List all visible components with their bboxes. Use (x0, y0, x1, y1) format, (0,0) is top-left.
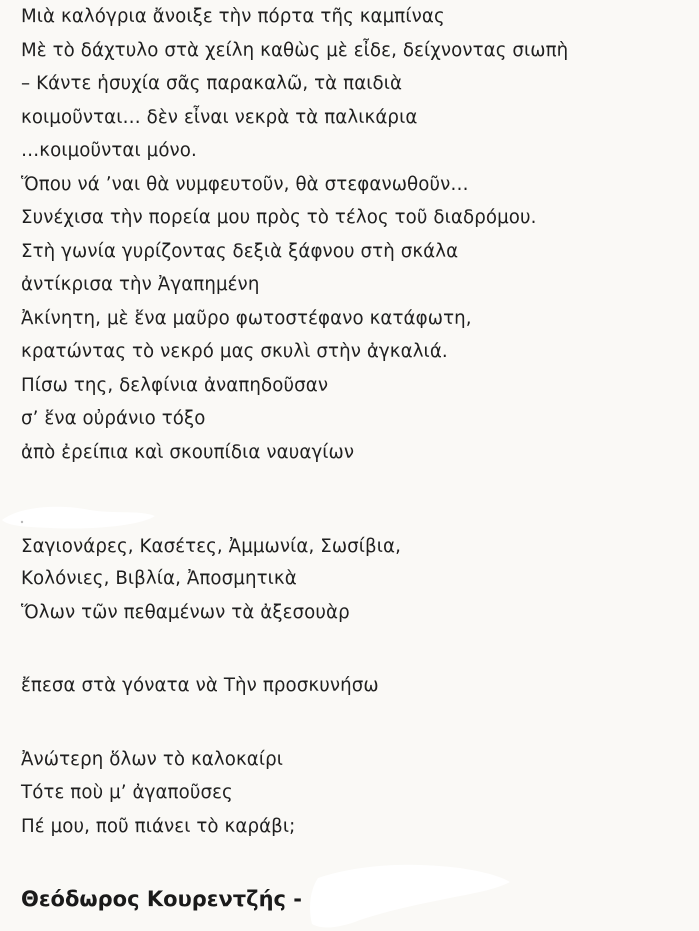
poem-line: Ἀκίνητη, μὲ ἕνα μαῦρο φωτοστέφανο κατάφωτη, (21, 308, 472, 329)
poem-line: Σαγιονάρες, Κασέτες, Ἀμμωνία, Σωσίβια, (21, 536, 401, 557)
poem-line: Στὴ γωνία γυρίζοντας δεξιὰ ξάφνου στὴ σκάλα (21, 241, 459, 262)
poem-line: – Κάντε ἡσυχία σᾶς παρακαλῶ, τὰ παιδιὰ (21, 73, 403, 94)
poem-line: Μὲ τὸ δάχτυλο στὰ χείλη καθὼς μὲ εἶδε, δείχνοντας σιωπὴ (21, 40, 569, 61)
poem-line: ἀντίκρισα τὴν Ἀγαπημένη (21, 274, 260, 295)
poem-line: Ὅπου νά ʼναι θὰ νυμφευτοῦν, θὰ στεφανωθοῦν… (21, 174, 469, 195)
poem-line: …κοιμοῦνται μόνο. (21, 140, 197, 161)
poem-line: Ὅλων τῶν πεθαμένων τὰ ἀξεσουὰρ (21, 602, 350, 623)
redaction-smudge (300, 858, 520, 931)
poem-line: Κολόνιες, Βιβλία, Ἀποσμητικὰ (21, 568, 297, 589)
poem-line: κρατώντας τὸ νεκρό μας σκυλὶ στὴν ἀγκαλιά. (21, 341, 448, 362)
poem-line: σ’ ἕνα οὐράνιο τόξο (21, 408, 206, 429)
poem-line: κοιμοῦνται… δὲν εἶναι νεκρὰ τὰ παλικάρια (21, 107, 418, 128)
poem-line: Ἀνώτερη ὅλων τὸ καλοκαίρι (21, 749, 284, 770)
redaction-smudge (0, 496, 160, 536)
author-signature: Θεόδωρος Κουρεντζής - (21, 887, 303, 911)
poem-line: ἔπεσα στὰ γόνατα νὰ Τὴν προσκυνήσω (21, 675, 379, 696)
poem-line: Πέ μου, ποῦ πιάνει τὸ καράβι; (21, 816, 296, 837)
poem-line: ἀπὸ ἐρείπια καὶ σκουπίδια ναυαγίων (21, 442, 355, 463)
poem-line: Συνέχισα τὴν πορεία μου πρὸς τὸ τέλος τοῦ διαδρόμου. (21, 207, 537, 228)
poem-line: Πίσω της, δελφίνια ἀναπηδοῦσαν (21, 375, 329, 396)
poem-line: Τότε ποὺ μ’ ἀγαποῦσες (21, 782, 233, 803)
poem-line: Μιὰ καλόγρια ἄνοιξε τὴν πόρτα τῆς καμπίνας (21, 6, 445, 27)
